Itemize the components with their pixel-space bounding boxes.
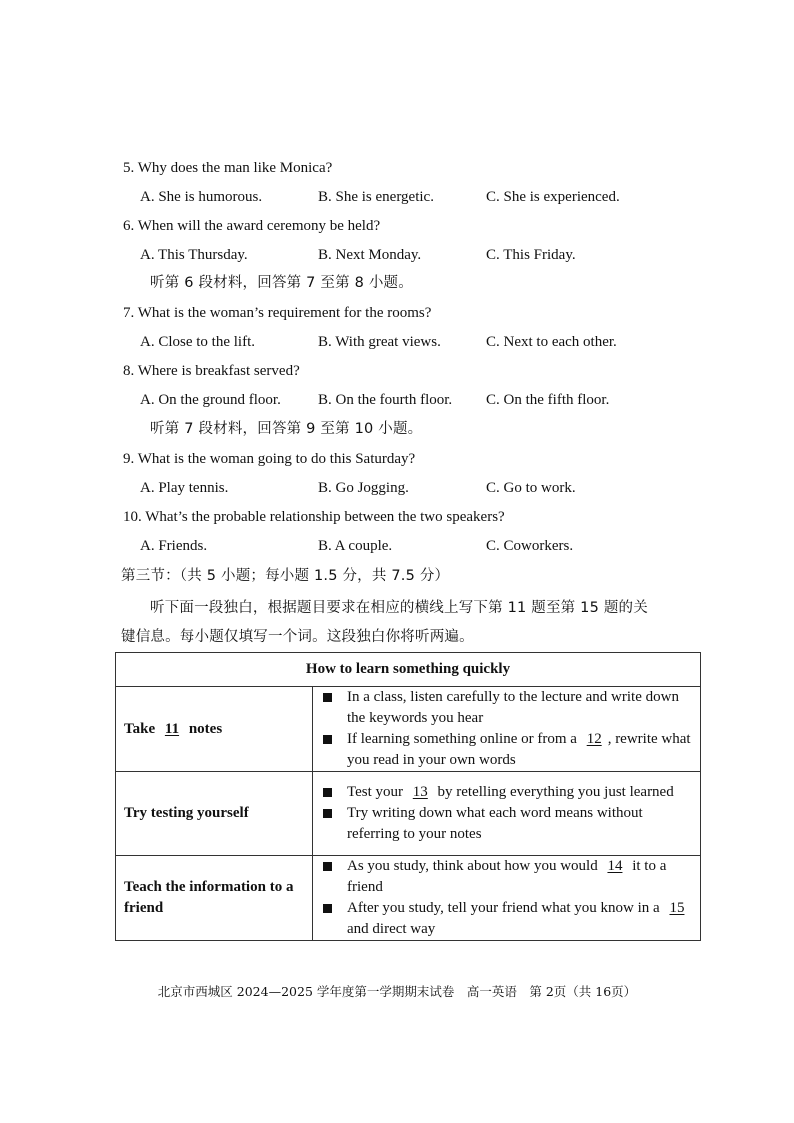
square-bullet-icon	[323, 788, 332, 797]
bullet-text: Try writing down what each word means without referring to your notes	[347, 805, 643, 842]
section-3-instruction-line-1: 听下面一段独白，根据题目要求在相应的横线上写下第 11 题至第 15 题的关	[150, 600, 648, 616]
option-c: C. Next to each other.	[486, 334, 617, 350]
option-c: C. This Friday.	[486, 247, 576, 263]
row-content	[313, 687, 701, 772]
question-6-options	[140, 245, 780, 265]
question-5-stem: 5. Why does the man like Monica?	[123, 160, 333, 176]
question-10-stem: 10. What’s the probable relationship between the two speakers?	[123, 509, 505, 525]
bullet-item	[321, 687, 696, 729]
table-title: How to learn something quickly	[116, 653, 701, 687]
label-text: Take	[124, 720, 156, 737]
bullet-text: by retelling everything you just learned	[437, 784, 674, 800]
square-bullet-icon	[323, 904, 332, 913]
bullet-text: , rewrite what you read in your own words	[347, 731, 691, 768]
option-b: B. She is energetic.	[318, 189, 434, 205]
option-b: B. With great views.	[318, 334, 441, 350]
row-label-testing: Try testing yourself	[116, 772, 313, 856]
question-6-stem: 6. When will the award ceremony be held?	[123, 218, 381, 234]
bullet-text: As you study, think about how you would	[347, 858, 598, 874]
blank-12[interactable]: 12	[586, 731, 602, 747]
option-a: A. On the ground floor.	[140, 392, 281, 408]
page-footer: 北京市西城区 2024—2025 学年度第一学期期末试卷 高一英语 第 2页（共 16页）	[157, 984, 637, 999]
option-c: C. Go to work.	[486, 480, 576, 496]
row-label-teach: Teach the information to a friend	[116, 856, 313, 941]
option-a: A. She is humorous.	[140, 189, 263, 205]
option-b: B. Next Monday.	[318, 247, 422, 263]
option-b: B. Go Jogging.	[318, 480, 409, 496]
square-bullet-icon	[323, 693, 332, 702]
option-b: B. A couple.	[318, 538, 393, 554]
bullet-item	[321, 729, 696, 771]
table-row	[116, 772, 701, 856]
bullet-item	[321, 856, 696, 898]
blank-11[interactable]: 11	[164, 720, 180, 737]
question-7-stem: 7. What is the woman’s requirement for the rooms?	[123, 305, 432, 321]
question-10-options	[140, 536, 780, 556]
blank-14[interactable]: 14	[607, 858, 623, 874]
section-3-heading: 第三节：（共 5 小题；每小题 1.5 分，共 7.5 分）	[121, 568, 450, 584]
bullet-text: it to a friend	[347, 858, 667, 895]
question-5-options	[140, 187, 780, 207]
bullet-text: and direct way	[347, 921, 436, 937]
option-b: B. On the fourth floor.	[318, 392, 453, 408]
question-8-options	[140, 390, 780, 410]
section-3-instruction-line-2: 键信息。每小题仅填写一个词。这段独白你将听两遍。	[121, 629, 474, 645]
blank-13[interactable]: 13	[412, 784, 428, 800]
option-c: C. She is experienced.	[486, 189, 620, 205]
blank-15[interactable]: 15	[669, 900, 685, 916]
bullet-item	[321, 898, 696, 940]
question-8-stem: 8. Where is breakfast served?	[123, 363, 300, 379]
option-a: A. This Thursday.	[140, 247, 248, 263]
bullet-item	[321, 782, 696, 803]
option-c: C. Coworkers.	[486, 538, 574, 554]
option-a: A. Close to the lift.	[140, 334, 255, 350]
table-row	[116, 856, 701, 941]
row-content	[313, 856, 701, 941]
bullet-text: If learning something online or from a	[347, 731, 577, 747]
passage-7-instruction: 听第 7 段材料，回答第 9 至第 10 小题。	[150, 421, 423, 437]
option-c: C. On the fifth floor.	[486, 392, 610, 408]
square-bullet-icon	[323, 735, 332, 744]
passage-6-instruction: 听第 6 段材料，回答第 7 至第 8 小题。	[150, 275, 413, 291]
option-a: A. Friends.	[140, 538, 208, 554]
option-a: A. Play tennis.	[140, 480, 229, 496]
question-9-options	[140, 478, 780, 498]
row-label-take-notes	[116, 687, 313, 772]
label-text: notes	[188, 720, 223, 737]
bullet-text: In a class, listen carefully to the lecture and write down the keywords you hear	[347, 689, 679, 726]
question-7-options	[140, 332, 780, 352]
square-bullet-icon	[323, 809, 332, 818]
bullet-text: After you study, tell your friend what you know in a	[347, 900, 660, 916]
notes-table	[115, 652, 701, 941]
bullet-text: Test your	[347, 784, 404, 800]
square-bullet-icon	[323, 862, 332, 871]
question-9-stem: 9. What is the woman going to do this Saturday?	[123, 451, 416, 467]
table-row	[116, 687, 701, 772]
bullet-item	[321, 803, 696, 845]
row-content	[313, 772, 701, 856]
